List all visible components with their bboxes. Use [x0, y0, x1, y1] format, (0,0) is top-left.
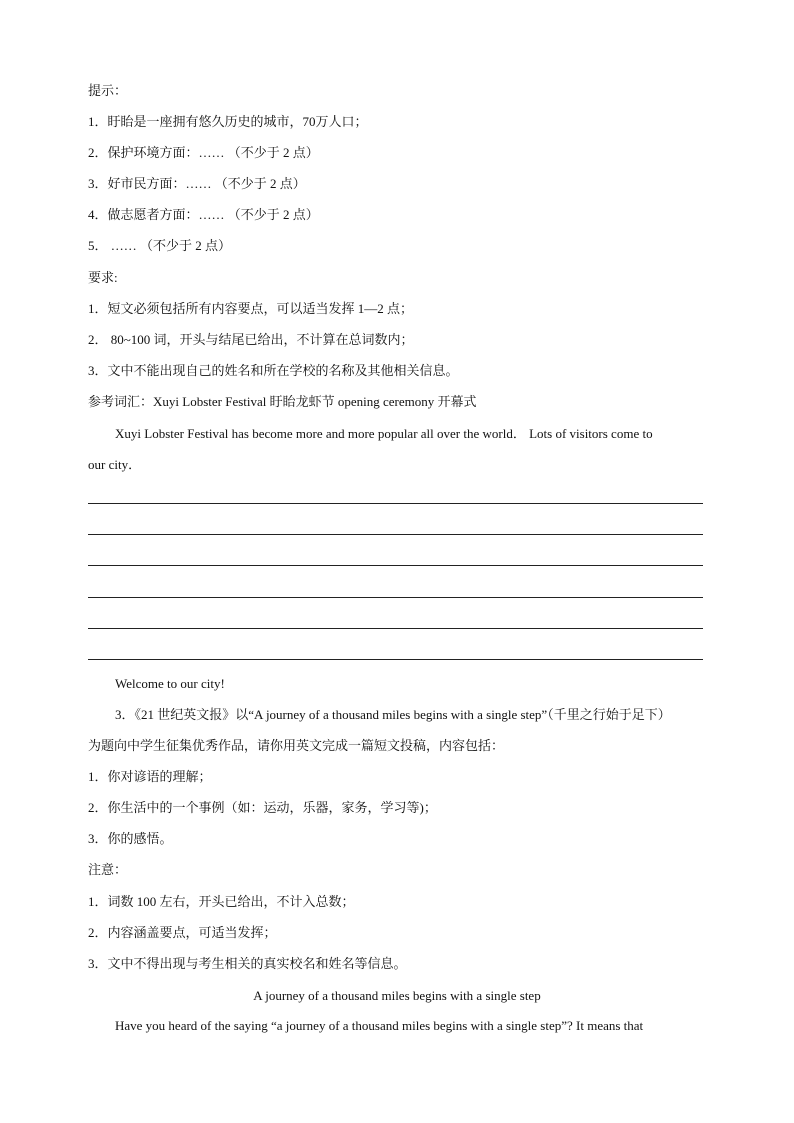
- vocabulary-line: 参考词汇：Xuyi Lobster Festival 盱眙龙虾节 opening ceremony 开幕式: [88, 394, 477, 409]
- essay-title: A journey of a thousand miles begins with a single step: [253, 988, 541, 1003]
- answer-line[interactable]: [88, 503, 703, 504]
- hint-item: 4．做志愿者方面：…… （不少于 2 点）: [88, 207, 319, 222]
- answer-line[interactable]: [88, 628, 703, 629]
- note-item: 2．内容涵盖要点，可适当发挥；: [88, 925, 277, 940]
- content-item: 3．你的感悟。: [88, 831, 173, 846]
- passage-opening: Xuyi Lobster Festival has become more and more popular all over the world． Lots of visitors come to: [115, 426, 653, 441]
- answer-line[interactable]: [88, 534, 703, 535]
- answer-line[interactable]: [88, 597, 703, 598]
- answer-line[interactable]: [88, 565, 703, 566]
- hint-item: 3．好市民方面：…… （不少于 2 点）: [88, 176, 306, 191]
- requirements-heading: 要求:: [88, 270, 118, 285]
- notes-heading: 注意：: [88, 862, 128, 877]
- essay-opening: Have you heard of the saying “a journey of a thousand miles begins with a single step”? It means that: [115, 1018, 644, 1033]
- question3-prompt-cont: 为题向中学生征集优秀作品，请你用英文完成一篇短文投稿，内容包括：: [88, 738, 505, 753]
- passage-opening-cont: our city．: [88, 457, 142, 472]
- content-item: 1．你对谚语的理解；: [88, 769, 212, 784]
- note-item: 3．文中不得出现与考生相关的真实校名和姓名等信息。: [88, 956, 407, 971]
- hint-item: 1．盱眙是一座拥有悠久历史的城市，70万人口；: [88, 114, 368, 129]
- passage-closing: Welcome to our city!: [115, 676, 225, 691]
- requirement-item: 3．文中不能出现自己的姓名和所在学校的名称及其他相关信息。: [88, 363, 459, 378]
- hint-item: 2．保护环境方面：…… （不少于 2 点）: [88, 145, 319, 160]
- hint-item: 5． …… （不少于 2 点）: [88, 238, 232, 253]
- content-item: 2．你生活中的一个事例（如：运动，乐器，家务，学习等)；: [88, 800, 437, 815]
- hints-heading: 提示：: [88, 83, 128, 98]
- answer-line[interactable]: [88, 659, 703, 660]
- note-item: 1．词数 100 左右，开头已给出，不计入总数；: [88, 894, 355, 909]
- requirement-item: 2． 80~100 词，开头与结尾已给出，不计算在总词数内；: [88, 332, 414, 347]
- requirement-item: 1．短文必须包括所有内容要点，可以适当发挥 1—2 点；: [88, 301, 414, 316]
- question3-prompt: 3．《21 世纪英文报》以“A journey of a thousand miles begins with a single step”（千里之行始于足下）: [115, 707, 671, 722]
